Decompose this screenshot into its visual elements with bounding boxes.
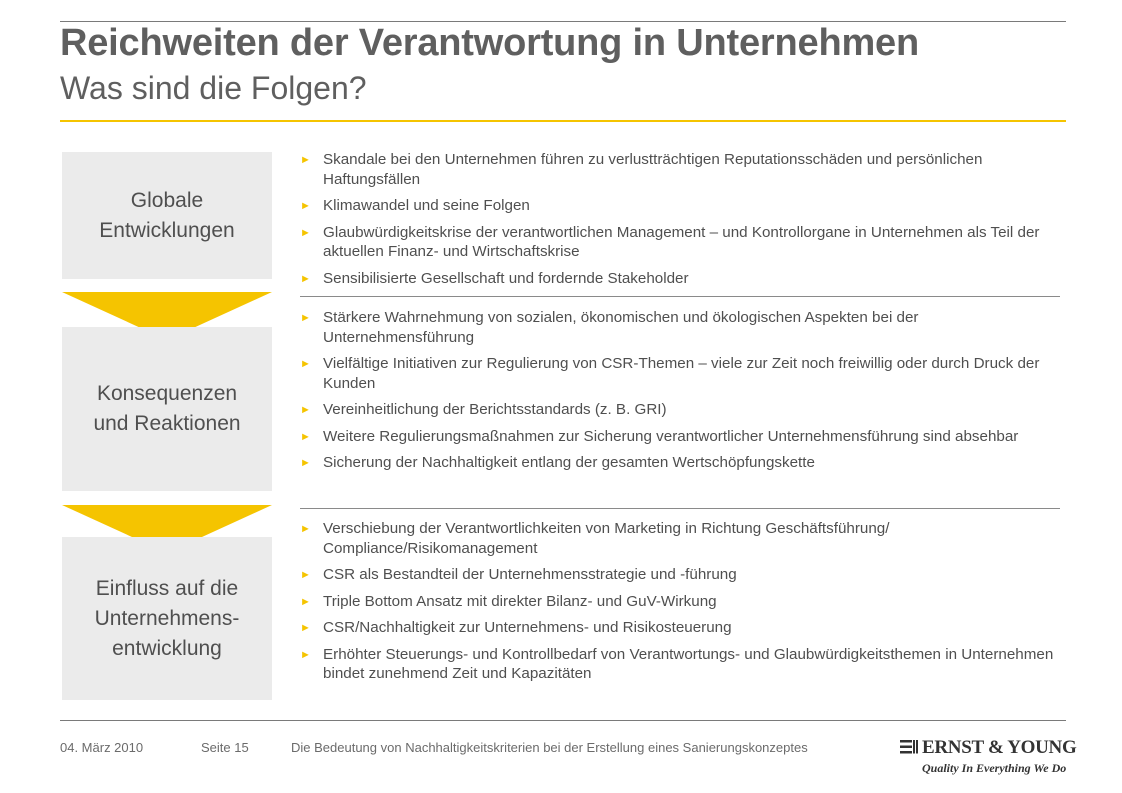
- list-item: [300, 354, 1060, 393]
- list-item: [300, 453, 1060, 473]
- bullet-arrow-icon: ►: [300, 648, 311, 661]
- list-item-text: Triple Bottom Ansatz mit direkter Bilanz- und GuV-Wirkung: [323, 592, 717, 610]
- list-item: [300, 645, 1060, 684]
- list-item: [300, 150, 1060, 189]
- footer-page-number: Seite 15: [201, 740, 249, 755]
- list-item-text: Glaubwürdigkeitskrise der verantwortlichen Management – und Kontrollorgane in Unternehmen als Teil der aktuellen Finanz- und Wirtschaftskrise: [323, 223, 1040, 260]
- section-divider: [300, 508, 1060, 509]
- list-item-text: Verschiebung der Verantwortlichkeiten von Marketing in Richtung Geschäftsführung/ Compliance/Risikomanagement: [323, 520, 890, 557]
- list-item-text: CSR/Nachhaltigkeit zur Unternehmens- und Risikosteuerung: [323, 619, 732, 636]
- bullet-arrow-icon: ►: [300, 200, 311, 212]
- list-item-text: Stärkere Wahrnehmung von sozialen, ökonomischen und ökologischen Aspekten bei der Unternehmensführung: [323, 309, 919, 346]
- bullet-arrow-icon: ►: [300, 154, 311, 166]
- bullet-arrow-icon: ►: [300, 404, 311, 416]
- list-item: [300, 400, 1060, 420]
- list-item: [300, 308, 1060, 347]
- bullet-arrow-icon: ►: [300, 569, 311, 581]
- bullet-arrow-icon: ►: [300, 312, 311, 324]
- list-item: [300, 592, 1060, 612]
- footer-description: Die Bedeutung von Nachhaltigkeitskriterien bei der Erstellung eines Sanierungskonzeptes: [291, 740, 808, 755]
- list-item: [300, 223, 1060, 262]
- title-underline: [60, 120, 1066, 122]
- stage-box-influence: Einfluss auf die Unternehmens- entwicklung: [62, 537, 272, 700]
- bullet-list-influence: [300, 519, 1060, 691]
- section-divider: [300, 296, 1060, 297]
- footer-rule: [60, 720, 1066, 721]
- list-item: [300, 565, 1060, 585]
- company-logo: [900, 736, 1077, 778]
- footer-date: 04. März 2010: [60, 740, 144, 755]
- logo-wordmark: ERNST & YOUNG: [922, 737, 1077, 758]
- list-item: [300, 427, 1060, 447]
- bullet-arrow-icon: ►: [300, 272, 311, 285]
- list-item-text: Sicherung der Nachhaltigkeit entlang der gesamten Wertschöpfungskette: [323, 454, 815, 471]
- list-item-text: Weitere Regulierungsmaßnahmen zur Sicherung verantwortlicher Unternehmensführung sind absehbar: [323, 427, 1019, 445]
- list-item-text: CSR als Bestandteil der Unternehmensstrategie und -führung: [323, 566, 737, 583]
- bullet-arrow-icon: ►: [300, 457, 311, 469]
- list-item-text: Klimawandel und seine Folgen: [323, 197, 530, 214]
- bullet-arrow-icon: ►: [300, 226, 311, 239]
- logo-tagline: Quality In Everything We Do: [922, 761, 1067, 775]
- list-item: [300, 519, 1060, 558]
- bullet-arrow-icon: ►: [300, 523, 311, 535]
- list-item: [300, 618, 1060, 638]
- list-item-text: Skandale bei den Unternehmen führen zu verlustträchtigen Reputationsschäden und persönlichen Haftungsfällen: [323, 151, 983, 188]
- bullet-arrow-icon: ►: [300, 595, 311, 608]
- list-item-text: Erhöhter Steuerungs- und Kontrollbedarf von Verantwortungs- und Glaubwürdigkeitsthemen in Unternehmen bindet zunehmend Zeit und Kapazitäten: [323, 645, 1054, 682]
- ey-mark-icon: [900, 738, 918, 756]
- list-item: [300, 269, 1060, 289]
- bullet-arrow-icon: ►: [300, 358, 311, 370]
- list-item-text: Vereinheitlichung der Berichtsstandards (z. B. GRI): [323, 401, 667, 418]
- bullet-list-consequences: [300, 308, 1060, 480]
- stage-box-consequences: Konsequenzen und Reaktionen: [62, 327, 272, 491]
- bullet-arrow-icon: ►: [300, 430, 311, 443]
- list-item: [300, 196, 1060, 216]
- page-title: Reichweiten der Verantwortung in Unternehmen: [60, 22, 920, 64]
- bullet-arrow-icon: ►: [300, 622, 311, 634]
- bullet-list-global: [300, 150, 1060, 295]
- page-subtitle: Was sind die Folgen?: [60, 70, 367, 106]
- stage-box-global: Globale Entwicklungen: [62, 152, 272, 279]
- list-item-text: Sensibilisierte Gesellschaft und fordernde Stakeholder: [323, 269, 689, 287]
- list-item-text: Vielfältige Initiativen zur Regulierung von CSR-Themen – viele zur Zeit noch freiwillig oder durch Druck der Kunden: [323, 355, 1040, 392]
